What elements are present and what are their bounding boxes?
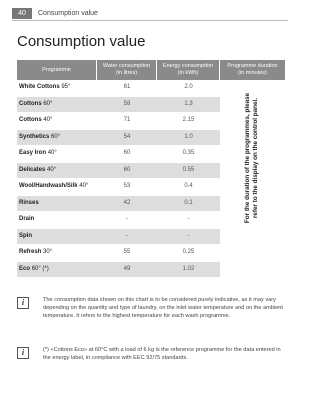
programme-temperature: 40° [43, 117, 53, 123]
programme-temperature: 60° [51, 133, 61, 140]
column-header-energy [157, 60, 220, 80]
programme-name [17, 196, 97, 212]
programme-name [17, 97, 97, 113]
programme-label: Rinses [19, 199, 39, 206]
water-value: 61 [97, 80, 157, 96]
programme-name [17, 212, 97, 228]
energy-value: 2.15 [157, 113, 220, 129]
section-name: Consumption value [38, 10, 98, 17]
programme-label: Delicates [19, 166, 46, 173]
water-value: 58 [97, 97, 157, 113]
table-row [17, 245, 285, 262]
programme-label: Easy Iron [19, 150, 47, 156]
water-value: 60 [97, 163, 157, 179]
column-header-label: Programme [42, 66, 71, 73]
energy-value: 0.55 [157, 163, 220, 179]
duration-note [245, 93, 261, 223]
duration-note-line: For the duration of the programmes, please [244, 92, 252, 224]
programme-label: Eco [19, 265, 31, 272]
note-text: The consumption data shown on this chart is to be considered purely indicative, as it may vary depending on the quantity and type of laundry, on the inlet water temperature and on the ambient temperature. It refers to the highest temperature for each wash programme. [43, 297, 283, 320]
duration-note-panel [220, 80, 285, 236]
energy-value: 0.4 [157, 179, 220, 195]
energy-value: 1.3 [157, 97, 220, 113]
energy-value: 1.02 [157, 262, 220, 278]
column-header-water [97, 60, 157, 80]
programme-temperature: 60° [43, 100, 53, 107]
water-value: 60 [97, 146, 157, 162]
column-header-unit: (in kWh) [177, 70, 199, 76]
programme-label: Spin [19, 232, 32, 239]
programme-temperature: 40° [47, 150, 57, 156]
column-header-unit: (in minutes) [238, 70, 267, 76]
page-title: Consumption value [17, 33, 146, 50]
info-icon: i [17, 347, 29, 359]
water-value: 49 [97, 262, 157, 278]
water-value: 55 [97, 245, 157, 261]
programme-label: Cottons [19, 100, 42, 107]
programme-label: White Cottons [19, 84, 60, 90]
column-header-label: Energy consumption [162, 63, 214, 69]
water-value: - [97, 212, 157, 228]
programme-temperature: 40° [79, 183, 89, 189]
column-header-label: Programme duration [227, 63, 278, 69]
water-value: - [97, 229, 157, 245]
duration-note-line: refer to the display on the control panel. [252, 98, 260, 219]
programme-name [17, 163, 97, 179]
energy-value: 0.25 [157, 245, 220, 261]
programme-name [17, 245, 97, 261]
programme-label: Cottons [19, 117, 42, 123]
programme-temperature: 40° [47, 166, 57, 173]
programme-temperature: 95° [61, 84, 71, 90]
programme-name [17, 262, 97, 278]
energy-value: 0.1 [157, 196, 220, 212]
programme-label: Refresh [19, 249, 42, 255]
info-icon: i [17, 297, 29, 309]
column-header-label: Water consumption [102, 63, 151, 69]
page-number: 40 [12, 8, 32, 19]
programme-label: Drain [19, 216, 35, 222]
column-header-unit: (in litres) [115, 70, 138, 76]
water-value: 53 [97, 179, 157, 195]
water-value: 71 [97, 113, 157, 129]
energy-value: - [157, 212, 220, 228]
energy-value: 0.35 [157, 146, 220, 162]
energy-value: - [157, 229, 220, 245]
note-text: (*) «Cottons Eco» at 60°C with a load of 6 kg is the reference programme for the data entered in the energy label, in compliance with EEC 92/75 standards. [43, 347, 281, 362]
info-note-1 [17, 296, 285, 321]
energy-value: 1.0 [157, 130, 220, 146]
programme-temperature: 60° (*) [31, 265, 49, 272]
column-header-programme [17, 60, 97, 80]
programme-name [17, 229, 97, 245]
programme-name [17, 80, 97, 96]
table-header [17, 60, 285, 80]
info-note-2 [17, 346, 285, 362]
programme-name [17, 179, 97, 195]
programme-name [17, 130, 97, 146]
programme-name [17, 146, 97, 162]
water-value: 54 [97, 130, 157, 146]
programme-label: Synthetics [19, 133, 50, 140]
table-row [17, 262, 285, 279]
programme-label: Wool/Handwash/Silk [19, 183, 78, 189]
water-value: 42 [97, 196, 157, 212]
energy-value: 2.0 [157, 80, 220, 96]
programme-temperature: 30° [43, 249, 53, 255]
column-header-duration [220, 60, 285, 80]
programme-name [17, 113, 97, 129]
page-header [12, 8, 288, 21]
